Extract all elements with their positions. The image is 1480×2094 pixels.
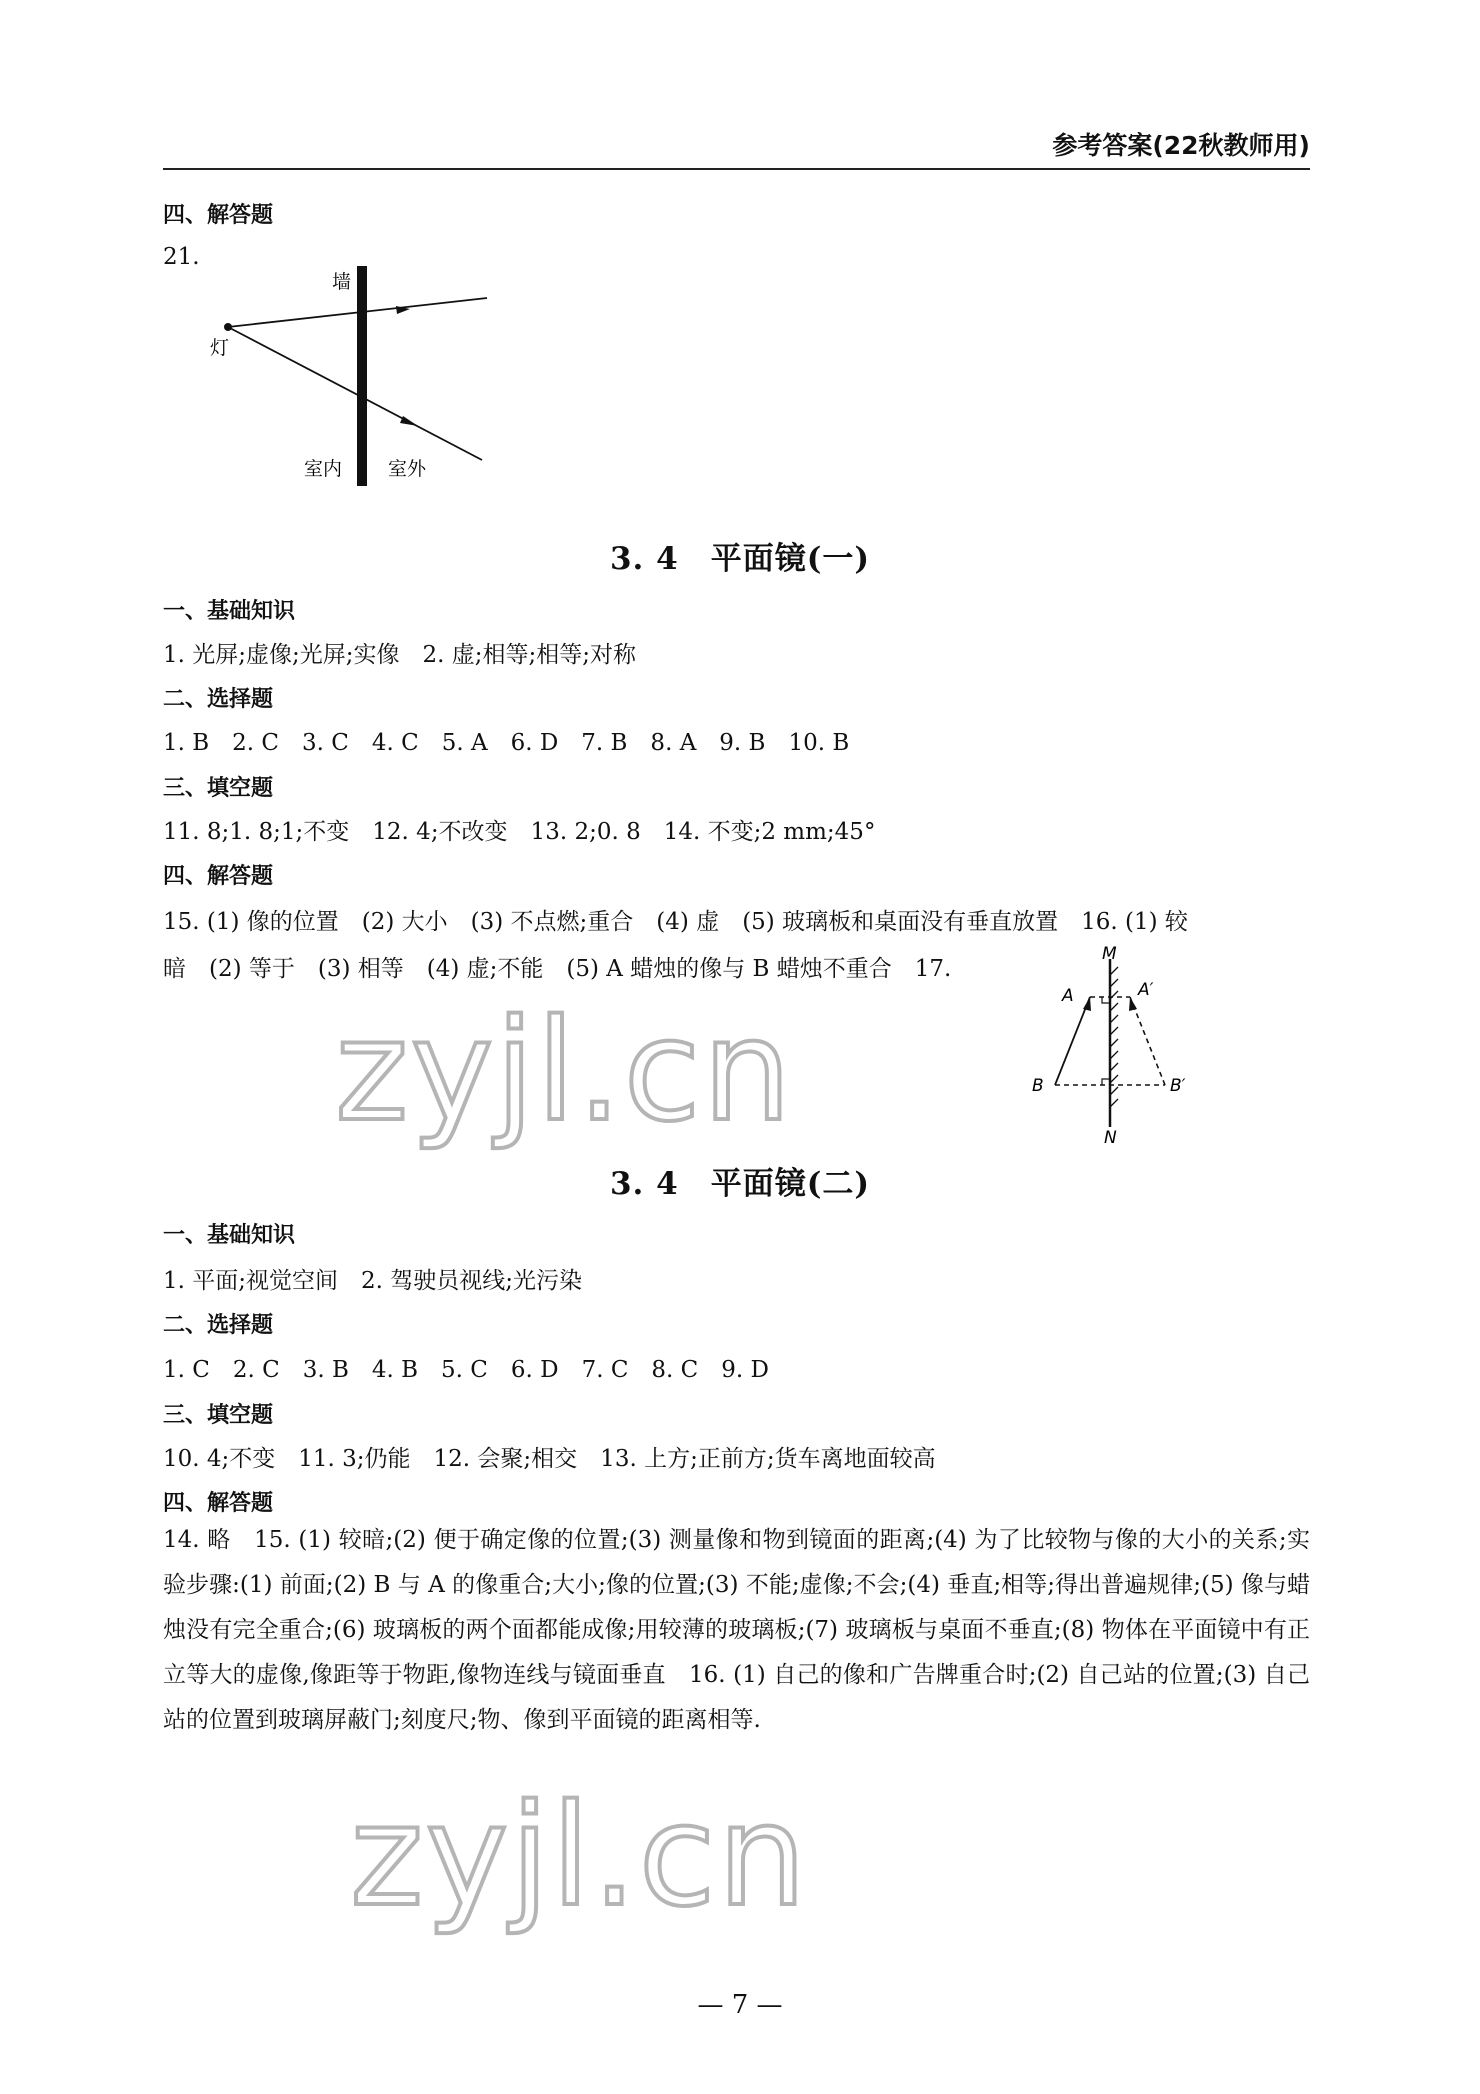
image-ab bbox=[1130, 997, 1165, 1085]
label-b: B bbox=[1032, 1076, 1044, 1096]
label-a-prime: A′ bbox=[1138, 980, 1154, 1000]
label-n: N bbox=[1104, 1128, 1117, 1145]
label-outdoor: 室外 bbox=[388, 458, 427, 480]
label-m: M bbox=[1102, 945, 1117, 964]
answers-text-1b: 暗 (2) 等于 (3) 相等 (4) 虚;不能 (5) A 蜡烛的像与 B 蜡烛不重合 17. bbox=[163, 956, 952, 982]
label-indoor: 室内 bbox=[304, 458, 343, 480]
arrow-lower bbox=[400, 416, 418, 426]
heading-basic-1: 一、基础知识 bbox=[163, 599, 296, 624]
answers-fill-1: 11. 8;1. 8;1;不变 12. 4;不改变 13. 2;0. 8 14. 不变;2 mm;45° bbox=[163, 819, 876, 845]
wall-bar bbox=[357, 266, 367, 486]
answers-basic-2: 1. 平面;视觉空间 2. 驾驶员视线;光污染 bbox=[163, 1268, 583, 1294]
heading-answer-2: 四、解答题 bbox=[163, 1491, 274, 1516]
section-heading-answers: 四、解答题 bbox=[163, 203, 274, 228]
figure-17-mirror bbox=[1020, 945, 1220, 1145]
label-lamp: 灯 bbox=[210, 337, 230, 359]
answers-fill-2: 10. 4;不变 11. 3;仍能 12. 会聚;相交 13. 上方;正前方;货车离地面较高 bbox=[163, 1446, 936, 1472]
answers-basic-1: 1. 光屏;虚像;光屏;实像 2. 虚;相等;相等;对称 bbox=[163, 642, 637, 668]
answers-text-1a: 15. (1) 像的位置 (2) 大小 (3) 不点燃;重合 (4) 虚 (5) 玻璃板和桌面没有垂直放置 16. (1) 较 bbox=[163, 909, 1188, 935]
answers-text-2: 14. 略 15. (1) 较暗;(2) 便于确定像的位置;(3) 测量像和物到镜面的距离;(4) 为了比较物与像的大小的关系;实验步骤:(1) 前面;(2) B 与 A 的像重合;大小;像的位置;(3) 不能;虚像;不会;(4) 垂直;相等;得出普遍规律;(5) 像与蜡烛没有完全重合;(6) 玻璃板的两个面都能成像;用较薄的玻璃板;(7) 玻璃板与桌面不垂直;(8) 物体在平面镜中有正立等大的虚像,像距等于物距,像物连线与镜面垂直 16. (1) 自己的像和广告牌重合时;(2) 自己站的位置;(3) 自己站的位置到玻璃屏蔽门;刻度尺;物、像到平面镜的距离相等. bbox=[163, 1527, 1310, 1733]
watermark-1: zyjl.cn bbox=[335, 990, 794, 1153]
question-21-label: 21. bbox=[163, 244, 200, 270]
arrow-a-prime bbox=[1129, 997, 1137, 1011]
heading-fill-1: 三、填空题 bbox=[163, 776, 274, 801]
section-title-mirror-2: 3. 4 平面镜(二) bbox=[609, 1166, 871, 1202]
answers-choice-1: 1. B 2. C 3. C 4. C 5. A 6. D 7. B 8. A 9. B 10. B bbox=[163, 730, 850, 756]
ray-lower bbox=[228, 327, 482, 460]
watermark-2: zyjl.cn bbox=[350, 1775, 809, 1938]
answers-choice-2: 1. C 2. C 3. B 4. B 5. C 6. D 7. C 8. C 9. D bbox=[163, 1357, 769, 1383]
section-title-mirror-1: 3. 4 平面镜(一) bbox=[609, 541, 871, 577]
label-wall: 墙 bbox=[332, 271, 352, 293]
arrow-a bbox=[1083, 997, 1091, 1011]
object-ab bbox=[1055, 997, 1090, 1085]
heading-fill-2: 三、填空题 bbox=[163, 1403, 274, 1428]
heading-choice-2: 二、选择题 bbox=[163, 1313, 274, 1338]
label-b-prime: B′ bbox=[1170, 1076, 1186, 1096]
heading-basic-2: 一、基础知识 bbox=[163, 1223, 296, 1248]
heading-answer-1: 四、解答题 bbox=[163, 864, 274, 889]
header-rule bbox=[163, 168, 1310, 170]
page-number: — 7 — bbox=[697, 1990, 783, 2020]
heading-choice-1: 二、选择题 bbox=[163, 687, 274, 712]
figure-21-light-wall bbox=[200, 262, 500, 492]
label-a: A bbox=[1062, 986, 1074, 1006]
page-header: 参考答案(22秋教师用) bbox=[1052, 131, 1310, 160]
